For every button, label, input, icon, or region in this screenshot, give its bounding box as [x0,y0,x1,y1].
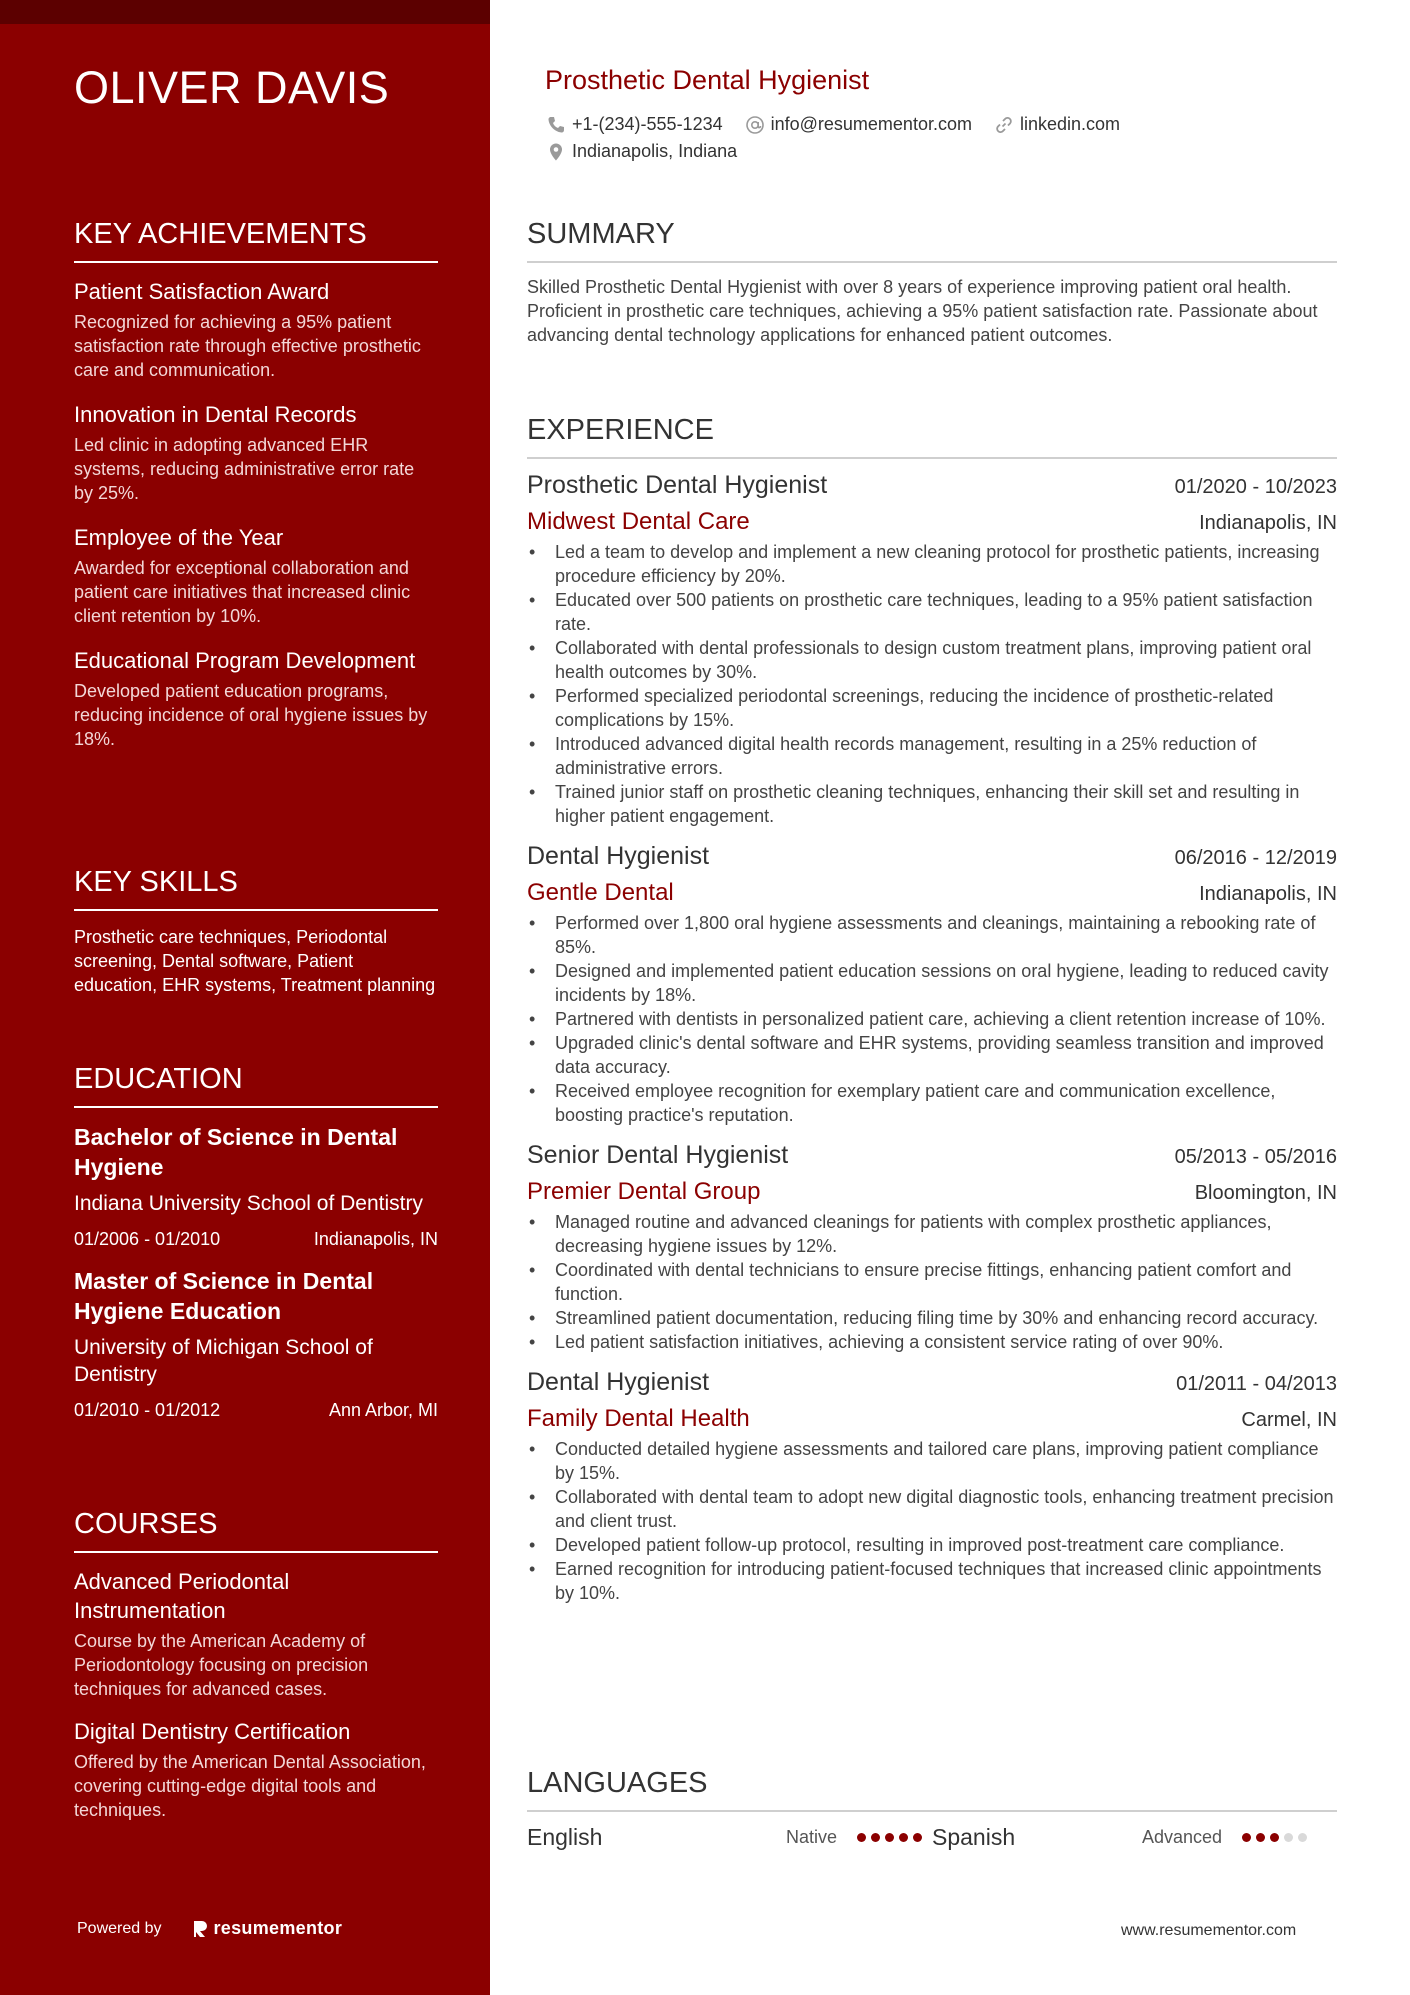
experience-location: Carmel, IN [1241,1409,1337,1431]
bullet-item: • Developed patient follow-up protocol, resulting in improved post-treatment care compliance. [527,1533,1337,1557]
bullet-item: • Performed specialized periodontal screenings, reducing the incidence of prosthetic-related complications by 15%. [527,684,1337,732]
course-item [74,1567,438,1701]
bullet-item: • Streamlined patient documentation, reducing filing time by 30% and enhancing record accuracy. [527,1306,1337,1330]
experience-company: Premier Dental Group [527,1178,761,1205]
bullet-item: • Collaborated with dental team to adopt new digital diagnostic tools, enhancing treatment precision and client trust. [527,1485,1337,1533]
achievement-desc: Recognized for achieving a 95% patient satisfaction rate through effective prosthetic care and communication. [74,312,421,380]
contact-email[interactable] [745,114,972,135]
languages-section [527,1767,1337,1851]
experience-location: Bloomington, IN [1194,1182,1337,1204]
summary-heading: SUMMARY [527,218,1337,263]
phone-text: +1-(234)-555-1234 [572,114,723,134]
brand-mark-icon [192,1920,208,1938]
experience-bullets [527,1437,1337,1605]
location-pin-icon [546,142,566,162]
course-title: Digital Dentistry Certification [74,1719,351,1744]
email-text: info@resumementor.com [770,114,972,134]
language-name: English [527,1824,603,1850]
achievement-title: Patient Satisfaction Award [74,279,330,304]
experience-company: Family Dental Health [527,1405,750,1432]
rating-dot-filled [885,1833,894,1842]
summary-section [527,218,1337,347]
link-icon [994,115,1014,135]
languages-row [527,1824,1337,1851]
language-rating [857,1833,927,1842]
rating-dot-filled [1256,1833,1265,1842]
education-dates: 01/2010 - 01/2012 [74,1400,221,1420]
course-title: Advanced Periodontal Instrumentation [74,1569,290,1623]
bullet-item: • Collaborated with dental professionals to design custom treatment plans, improving patient oral health outcomes by 30%. [527,636,1337,684]
experience-item [527,471,1337,828]
rating-dot-filled [857,1833,866,1842]
skills-section [74,866,438,997]
rating-dot-empty [1284,1833,1293,1842]
course-item [74,1717,438,1822]
experience-dates: 06/2016 - 12/2019 [1174,847,1337,869]
language-item [527,1824,932,1851]
experience-role: Dental Hygienist [527,842,710,870]
footer-url[interactable]: www.resumementor.com [1121,1922,1297,1939]
language-name: Spanish [932,1824,1016,1850]
achievement-item [74,277,438,382]
achievement-desc: Awarded for exceptional collaboration and patient care initiatives that increased clinic client retention by 10%. [74,558,411,626]
bullet-item: • Upgraded clinic's dental software and EHR systems, providing seamless transition and improved data accuracy. [527,1031,1337,1079]
rating-dot-filled [871,1833,880,1842]
experience-location: Indianapolis, IN [1199,883,1337,905]
bullet-item: • Educated over 500 patients on prosthetic care techniques, leading to a 95% patient satisfaction rate. [527,588,1337,636]
bullet-item: • Conducted detailed hygiene assessments and tailored care plans, improving patient compliance by 15%. [527,1437,1337,1485]
rating-dot-filled [1270,1833,1279,1842]
at-icon [745,115,765,135]
course-desc: Course by the American Academy of Periodontology focusing on precision techniques for advanced cases. [74,1631,369,1699]
bullet-item: • Led patient satisfaction initiatives, achieving a consistent service rating of over 90%. [527,1330,1337,1354]
bullet-item: • Earned recognition for introducing patient-focused techniques that increased clinic appointments by 10%. [527,1557,1337,1605]
experience-company: Gentle Dental [527,879,674,906]
contact-row [546,114,1142,135]
achievement-desc: Developed patient education programs, reducing incidence of oral hygiene issues by 18%. [74,681,428,749]
job-title: Prosthetic Dental Hygienist [545,65,870,95]
language-item [932,1824,1332,1851]
summary-text: Skilled Prosthetic Dental Hygienist with over 8 years of experience improving patient oral health. Proficient in prosthetic care techniques, achieving a 95% patient satisfaction rate. Passionate about advancing dental technology applications for enhanced patient outcomes. [527,277,1318,345]
education-degree: Master of Science in Dental Hygiene Education [74,1268,374,1324]
phone-icon [546,115,566,135]
rating-dot-empty [1298,1833,1307,1842]
education-degree: Bachelor of Science in Dental Hygiene [74,1124,398,1180]
sidebar [0,0,490,1995]
candidate-name: OLIVER DAVIS [74,62,390,113]
courses-section [74,1508,438,1838]
rating-dot-filled [1242,1833,1251,1842]
achievements-section [74,218,438,769]
education-section [74,1063,438,1437]
achievement-title: Innovation in Dental Records [74,402,357,427]
experience-role: Senior Dental Hygienist [527,1141,789,1169]
bullet-item: • Partnered with dentists in personalized patient care, achieving a client retention increase of 10%. [527,1007,1337,1031]
courses-heading: COURSES [74,1508,438,1553]
achievement-item [74,646,438,751]
education-item [74,1266,438,1421]
experience-bullets [527,911,1337,1127]
experience-dates: 01/2011 - 04/2013 [1176,1373,1337,1395]
bullet-item: • Performed over 1,800 oral hygiene assessments and cleanings, maintaining a rebooking rate of 85%. [527,911,1337,959]
experience-role: Prosthetic Dental Hygienist [527,471,828,499]
experience-dates: 01/2020 - 10/2023 [1174,476,1337,498]
achievement-item [74,400,438,505]
powered-by-label: Powered by [77,1919,162,1937]
experience-item [527,1141,1337,1354]
languages-heading: LANGUAGES [527,1767,1337,1812]
education-item [74,1122,438,1250]
experience-item [527,1368,1337,1605]
contact-linkedin[interactable] [994,114,1120,135]
sidebar-top-bar [0,0,490,24]
experience-bullets [527,540,1337,828]
course-desc: Offered by the American Dental Association, covering cutting-edge digital tools and techniques. [74,1752,426,1820]
powered-by [77,1918,342,1939]
achievement-item [74,523,438,628]
bullet-item: • Introduced advanced digital health records management, resulting in a 25% reduction of administrative errors. [527,732,1337,780]
education-school: Indiana University School of Dentistry [74,1192,423,1215]
achievements-heading: KEY ACHIEVEMENTS [74,218,438,263]
bullet-item: • Coordinated with dental technicians to ensure precise fittings, enhancing patient comfort and function. [527,1258,1337,1306]
experience-item [527,842,1337,1127]
education-location: Indianapolis, IN [313,1229,438,1249]
experience-dates: 05/2013 - 05/2016 [1174,1146,1337,1168]
language-rating [1242,1833,1312,1842]
experience-section [527,414,1337,1619]
bullet-item: • Managed routine and advanced cleanings for patients with complex prosthetic appliances, decreasing hygiene issues by 12%. [527,1210,1337,1258]
rating-dot-filled [899,1833,908,1842]
achievement-desc: Led clinic in adopting advanced EHR systems, reducing administrative error rate by 25%. [74,435,415,503]
rating-dot-filled [913,1833,922,1842]
bullet-item: • Led a team to develop and implement a new cleaning protocol for prosthetic patients, increasing procedure efficiency by 20%. [527,540,1337,588]
experience-role: Dental Hygienist [527,1368,710,1396]
skills-heading: KEY SKILLS [74,866,438,911]
location-text: Indianapolis, Indiana [572,141,738,161]
education-school: University of Michigan School of Dentistry [74,1336,373,1386]
contact-phone[interactable] [546,114,723,135]
bullet-item: • Trained junior staff on prosthetic cleaning techniques, enhancing their skill set and resulting in higher patient engagement. [527,780,1337,828]
skills-list: Prosthetic care techniques, Periodontal screening, Dental software, Patient education, EHR systems, Treatment planning [74,927,436,995]
bullet-item: • Designed and implemented patient education sessions on oral hygiene, leading to reduced cavity incidents by 18%. [527,959,1337,1007]
experience-company: Midwest Dental Care [527,508,750,535]
education-dates: 01/2006 - 01/2010 [74,1229,221,1249]
language-level: Advanced [1141,1827,1222,1847]
contact-location [546,141,737,162]
experience-location: Indianapolis, IN [1199,512,1337,534]
contact-row-location [546,141,759,162]
education-location: Ann Arbor, MI [328,1400,438,1420]
experience-bullets [527,1210,1337,1354]
achievement-title: Educational Program Development [74,648,416,673]
brand-name: resumementor [213,1918,343,1938]
bullet-item: • Received employee recognition for exemplary patient care and communication excellence, boosting practice's reputation. [527,1079,1337,1127]
brand-logo[interactable] [192,1918,343,1939]
experience-heading: EXPERIENCE [527,414,1337,459]
linkedin-text: linkedin.com [1019,114,1121,134]
language-level: Native [785,1827,837,1847]
education-heading: EDUCATION [74,1063,438,1108]
achievement-title: Employee of the Year [74,525,284,550]
